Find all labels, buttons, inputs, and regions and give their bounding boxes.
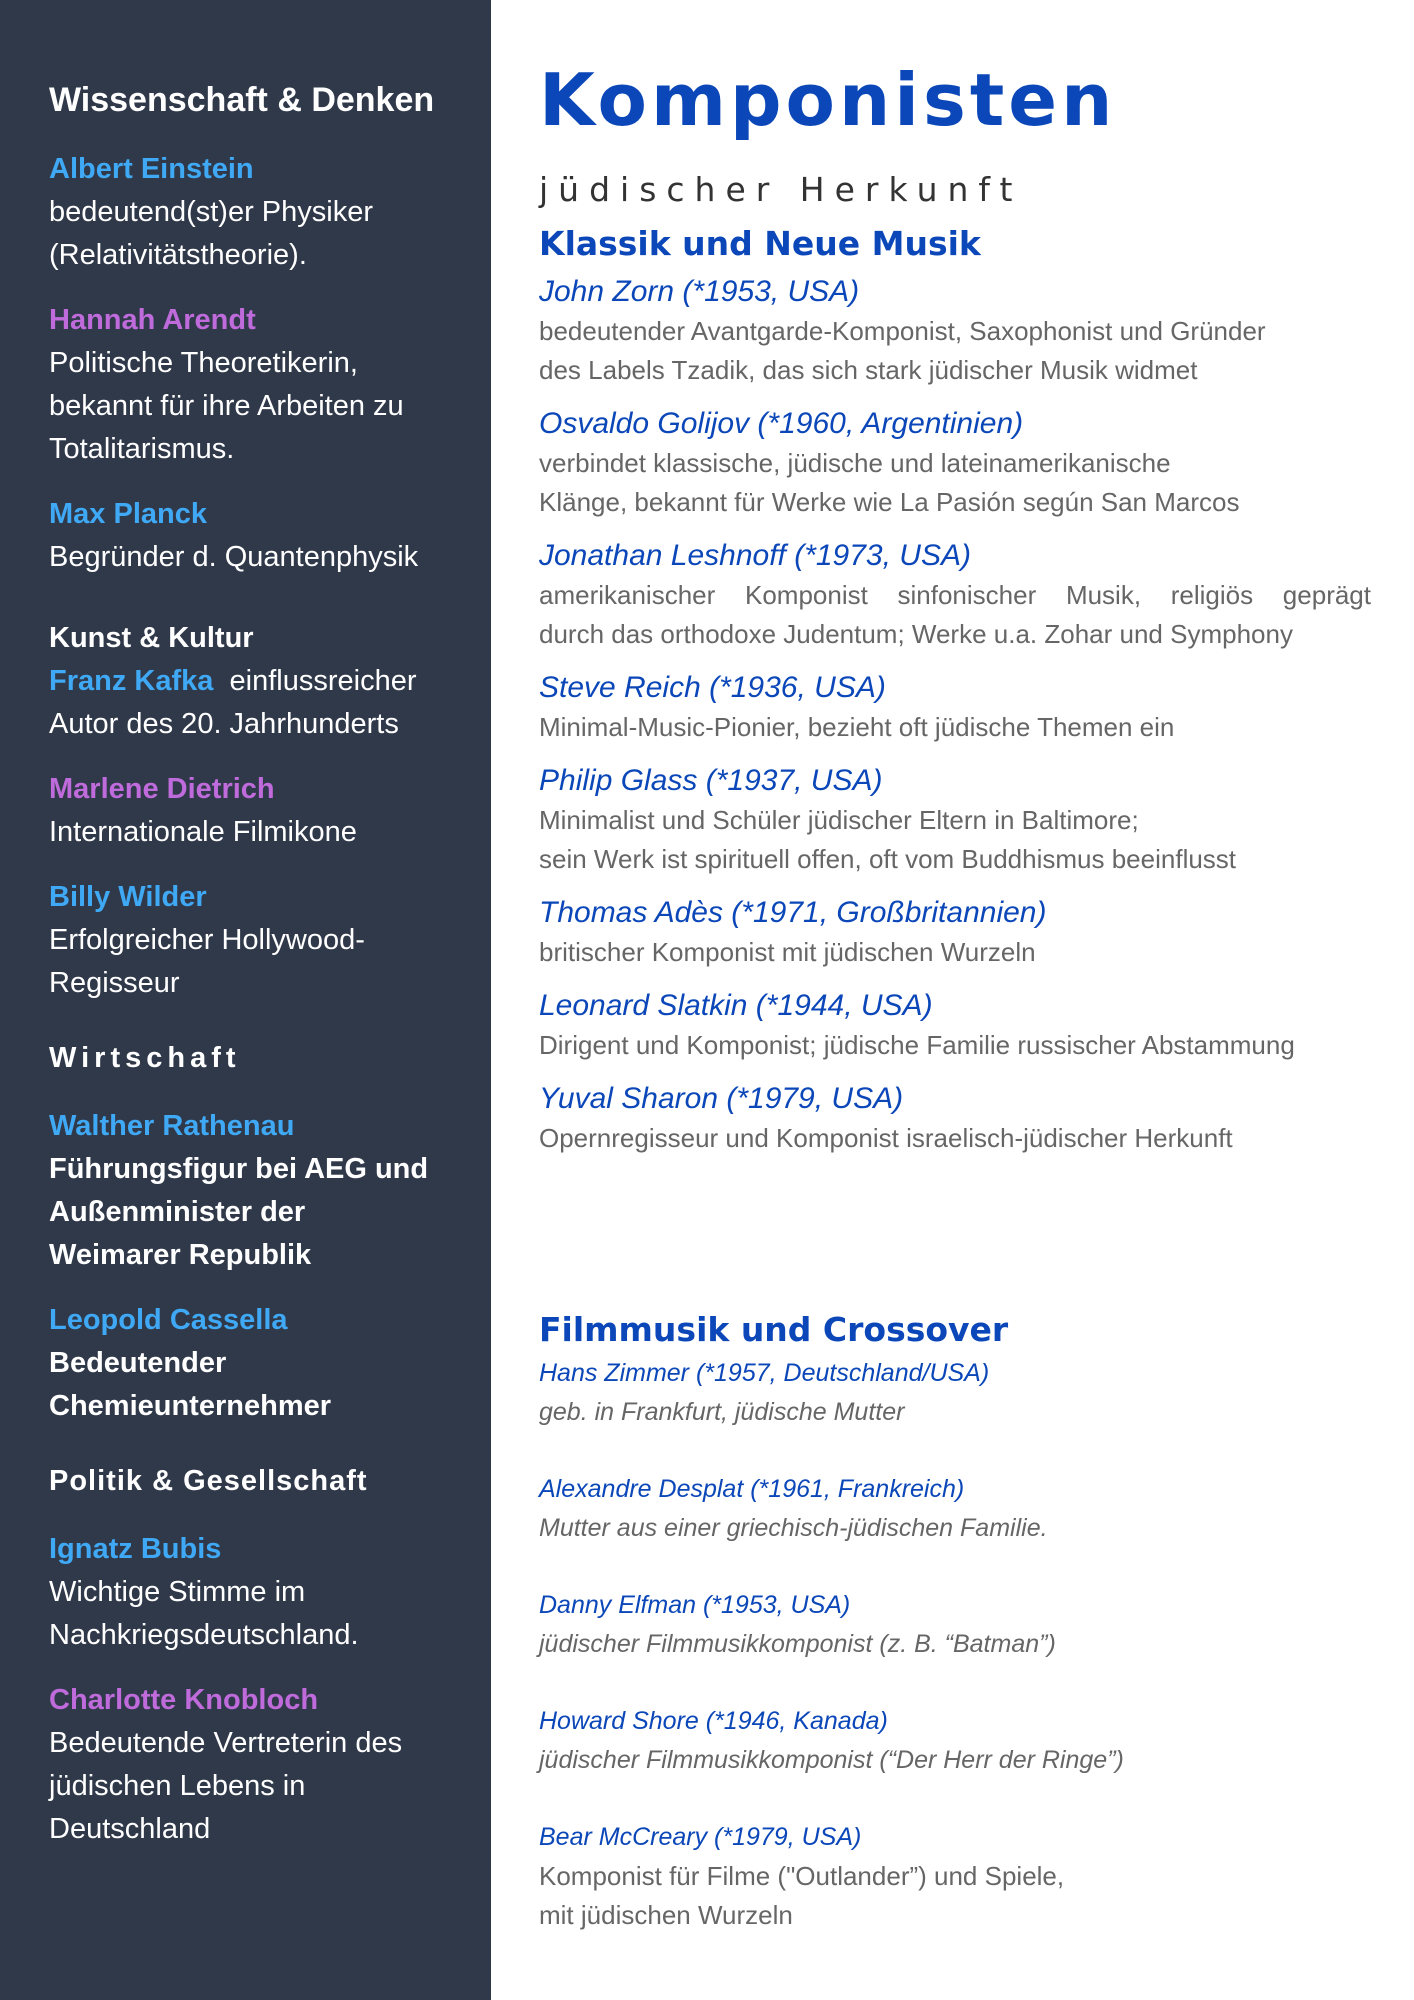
section-heading-culture: Kunst & Kultur bbox=[49, 622, 254, 654]
page-title: Komponisten bbox=[539, 58, 1117, 142]
person-desc: Autor des 20. Jahrhunderts bbox=[49, 708, 399, 740]
composer-entry bbox=[539, 272, 1371, 390]
composer-name: Philip Glass (*1937, USA) bbox=[539, 764, 883, 797]
person-name: Marlene Dietrich bbox=[49, 773, 275, 805]
composer-name: Thomas Adès (*1971, Großbritannien) bbox=[539, 896, 1047, 929]
person-entry bbox=[49, 1299, 471, 1428]
person-name: Walther Rathenau bbox=[49, 1110, 295, 1142]
composer-entry bbox=[539, 1702, 1371, 1780]
classic-section bbox=[539, 222, 1371, 1158]
person-desc: bedeutend(st)er Physiker bbox=[49, 196, 373, 228]
composer-desc: amerikanischer Komponist sinfonischer Musik, religiös geprägt bbox=[539, 580, 1371, 610]
person-desc: Politische Theoretikerin, bbox=[49, 347, 358, 379]
person-name: Billy Wilder bbox=[49, 881, 207, 913]
composer-desc: Komponist für Filme ("Outlander”) und Spiele, bbox=[539, 1861, 1065, 1891]
composer-entry bbox=[539, 1079, 1371, 1158]
composer-desc: verbindet klassische, jüdische und lateinamerikanische bbox=[539, 448, 1171, 478]
person-entry bbox=[49, 299, 471, 471]
section-heading-classic: Klassik und Neue Musik bbox=[539, 224, 981, 263]
composer-desc: Minimalist und Schüler jüdischer Eltern in Baltimore; bbox=[539, 805, 1139, 835]
person-desc: Außenminister der bbox=[49, 1196, 306, 1228]
person-name: Max Planck bbox=[49, 498, 207, 530]
person-desc: Regisseur bbox=[49, 967, 180, 999]
composer-desc: mit jüdischen Wurzeln bbox=[539, 1900, 793, 1930]
person-name: Charlotte Knobloch bbox=[49, 1684, 319, 1716]
composer-entry bbox=[539, 1586, 1371, 1664]
composer-entry bbox=[539, 986, 1371, 1065]
person-name: Ignatz Bubis bbox=[49, 1533, 222, 1565]
person-desc: Erfolgreicher Hollywood- bbox=[49, 924, 365, 956]
composer-desc: Mutter aus einer griechisch-jüdischen Familie. bbox=[539, 1514, 1048, 1542]
person-desc: Deutschland bbox=[49, 1813, 211, 1845]
composer-name: Osvaldo Golijov (*1960, Argentinien) bbox=[539, 407, 1024, 440]
composer-name: Howard Shore (*1946, Kanada) bbox=[539, 1707, 888, 1735]
composer-name: Jonathan Leshnoff (*1973, USA) bbox=[539, 539, 971, 572]
composer-desc: Opernregisseur und Komponist israelisch-jüdischer Herkunft bbox=[539, 1123, 1233, 1153]
person-name: Franz Kafka bbox=[49, 665, 214, 697]
person-desc: Führungsfigur bei AEG und bbox=[49, 1153, 429, 1185]
composer-desc: Minimal-Music-Pionier, bezieht oft jüdische Themen ein bbox=[539, 712, 1175, 742]
person-entry bbox=[49, 660, 471, 746]
composer-name: John Zorn (*1953, USA) bbox=[539, 275, 860, 308]
composer-entry bbox=[539, 1470, 1371, 1548]
film-section bbox=[539, 1308, 1371, 1935]
person-desc: Bedeutender bbox=[49, 1347, 227, 1379]
person-desc: Bedeutende Vertreterin des bbox=[49, 1727, 403, 1759]
page-subtitle: jüdischer Herkunft bbox=[539, 170, 1023, 209]
person-desc: bekannt für ihre Arbeiten zu bbox=[49, 390, 404, 422]
person-desc: (Relativitätstheorie). bbox=[49, 239, 307, 271]
composer-entry bbox=[539, 1818, 1371, 1935]
composer-name: Bear McCreary (*1979, USA) bbox=[539, 1823, 862, 1851]
person-entry bbox=[49, 1679, 471, 1851]
person-desc: Totalitarismus. bbox=[49, 433, 235, 465]
composer-desc: jüdischer Filmmusikkomponist (z. B. “Batman”) bbox=[539, 1630, 1056, 1658]
person-desc: Chemieunternehmer bbox=[49, 1390, 332, 1422]
composer-name: Danny Elfman (*1953, USA) bbox=[539, 1591, 851, 1619]
person-name: Albert Einstein bbox=[49, 153, 254, 185]
composer-desc: geb. in Frankfurt, jüdische Mutter bbox=[539, 1398, 905, 1426]
person-desc: jüdischen Lebens in bbox=[49, 1770, 306, 1802]
person-entry bbox=[49, 768, 471, 854]
section-heading-politics: Politik & Gesellschaft bbox=[49, 1465, 368, 1497]
person-desc: Begründer d. Quantenphysik bbox=[49, 541, 419, 573]
composer-entry bbox=[539, 893, 1371, 972]
composer-name: Leonard Slatkin (*1944, USA) bbox=[539, 989, 933, 1022]
composer-desc: durch das orthodoxe Judentum; Werke u.a. Zohar und Symphony bbox=[539, 619, 1293, 649]
section-heading-science: Wissenschaft & Denken bbox=[49, 81, 435, 119]
person-name: Hannah Arendt bbox=[49, 304, 256, 336]
composer-entry bbox=[539, 1354, 1371, 1432]
person-entry bbox=[49, 1528, 471, 1657]
composer-desc: Dirigent und Komponist; jüdische Familie russischer Abstammung bbox=[539, 1030, 1295, 1060]
composer-desc: des Labels Tzadik, das sich stark jüdischer Musik widmet bbox=[539, 355, 1198, 385]
composer-desc: britischer Komponist mit jüdischen Wurzeln bbox=[539, 937, 1036, 967]
composer-name: Alexandre Desplat (*1961, Frankreich) bbox=[539, 1475, 965, 1503]
composer-name: Steve Reich (*1936, USA) bbox=[539, 671, 886, 704]
person-desc: Nachkriegsdeutschland. bbox=[49, 1619, 359, 1651]
composer-entry bbox=[539, 536, 1371, 654]
composer-desc: sein Werk ist spirituell offen, oft vom Buddhismus beeinflusst bbox=[539, 844, 1237, 874]
person-entry bbox=[49, 1105, 471, 1277]
composer-entry bbox=[539, 761, 1371, 879]
composer-desc: bedeutender Avantgarde-Komponist, Saxophonist und Gründer bbox=[539, 316, 1266, 346]
composer-desc: jüdischer Filmmusikkomponist (“Der Herr der Ringe”) bbox=[539, 1746, 1124, 1774]
person-entry bbox=[49, 148, 471, 277]
composer-name: Yuval Sharon (*1979, USA) bbox=[539, 1082, 904, 1115]
composer-entry bbox=[539, 404, 1371, 522]
person-entry bbox=[49, 493, 471, 579]
sidebar bbox=[0, 0, 491, 2000]
person-entry bbox=[49, 876, 471, 1005]
person-desc: Wichtige Stimme im bbox=[49, 1576, 306, 1608]
composer-entry bbox=[539, 668, 1371, 747]
person-name: Leopold Cassella bbox=[49, 1304, 288, 1336]
section-heading-economy: Wirtschaft bbox=[49, 1042, 241, 1074]
section-heading-film: Filmmusik und Crossover bbox=[539, 1310, 1009, 1349]
person-desc: Internationale Filmikone bbox=[49, 816, 357, 848]
person-desc: einflussreicher bbox=[229, 665, 417, 697]
composer-desc: Klänge, bekannt für Werke wie La Pasión según San Marcos bbox=[539, 487, 1240, 517]
composer-name: Hans Zimmer (*1957, Deutschland/USA) bbox=[539, 1359, 990, 1387]
person-desc: Weimarer Republik bbox=[49, 1239, 312, 1271]
